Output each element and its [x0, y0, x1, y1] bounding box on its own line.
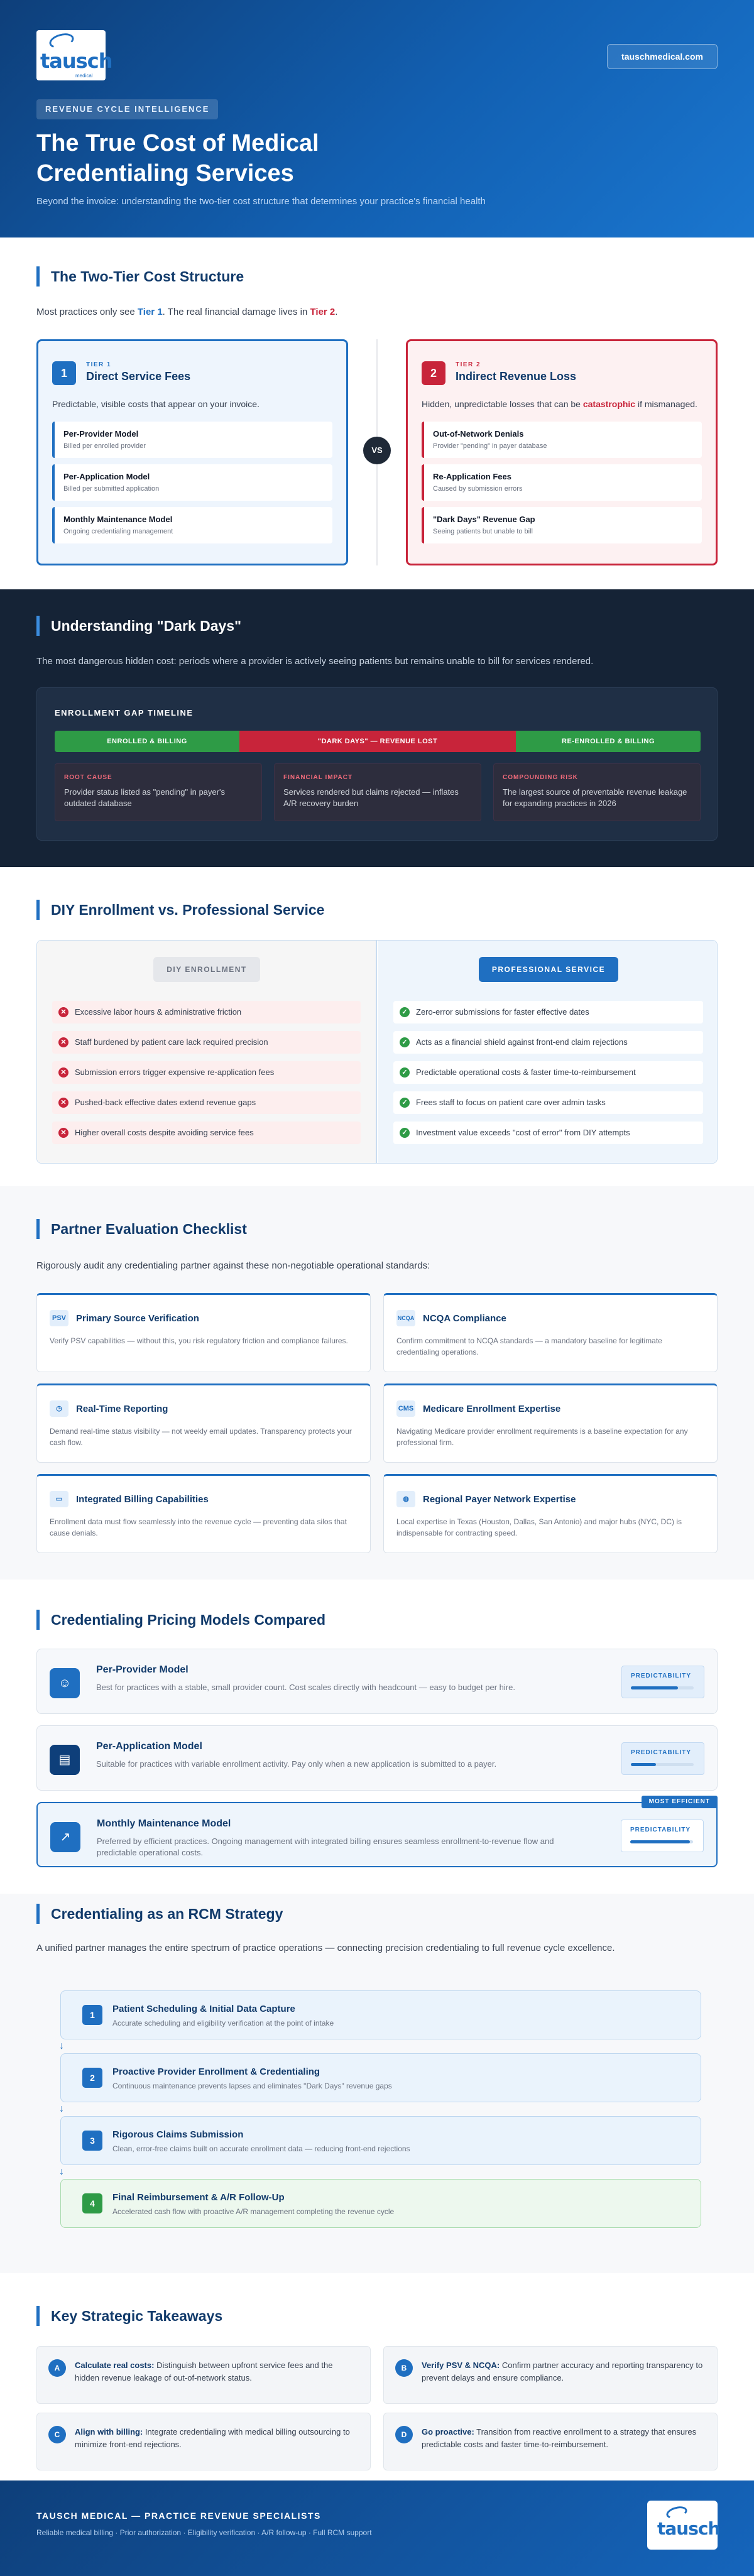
section-heading: Partner Evaluation Checklist — [36, 1219, 247, 1239]
list-item: ✕ Higher overall costs despite avoiding service fees — [52, 1122, 361, 1144]
comparison-panel — [36, 940, 718, 1164]
pro-column — [378, 941, 718, 1164]
list-item: ✕ Pushed-back effective dates extend revenue gaps — [52, 1091, 361, 1114]
partner-checklist-section — [0, 1186, 754, 1580]
section-heading: DIY Enrollment vs. Professional Service — [36, 900, 324, 920]
checklist-card-billing: ▭ Integrated Billing Capabilities Enrollment data must flow seamlessly into the revenue cycle — preventing data silos that cause denials. — [36, 1474, 371, 1553]
eyebrow-tag: REVENUE CYCLE INTELLIGENCE — [36, 99, 218, 119]
logo-swoosh-icon — [48, 31, 75, 51]
logo-subtext: medical — [75, 73, 93, 79]
check-icon: ✓ — [400, 1037, 410, 1047]
section-heading: Key Strategic Takeaways — [36, 2306, 222, 2326]
x-icon: ✕ — [58, 1098, 68, 1108]
pricing-model-card: ☺ Per-Provider Model Best for practices with a stable, small provider count. Cost scales directly with headcount — easy to budget per hire. PREDICTABILITY — [36, 1649, 718, 1714]
takeaways-section — [0, 2273, 754, 2480]
list-item: Per-Provider Model Billed per enrolled provider — [52, 422, 332, 458]
tier-label: TIER 1 — [86, 361, 112, 368]
timeline-panel — [36, 687, 718, 841]
check-icon: ✓ — [400, 1007, 410, 1017]
two-tier-section — [0, 237, 754, 589]
diy-vs-pro-section — [0, 867, 754, 1186]
footer-title: TAUSCH MEDICAL — PRACTICE REVENUE SPECIALISTS — [36, 2511, 321, 2521]
section-intro: Rigorously audit any credentialing partner against these non-negotiable operational standards: — [36, 1260, 430, 1271]
list-item: Out-of-Network Denials Provider "pending" in payer database — [422, 422, 702, 458]
timeline-segment-reenrolled: RE-ENROLLED & BILLING — [516, 731, 701, 752]
pricing-section — [0, 1580, 754, 1894]
list-item: ✕ Staff burdened by patient care lack required precision — [52, 1031, 361, 1054]
list-item: "Dark Days" Revenue Gap Seeing patients but unable to bill — [422, 507, 702, 543]
checklist-card-medicare: CMS Medicare Enrollment Expertise Navigating Medicare provider enrollment requirements is a baseline expectation for any professional firm. — [383, 1384, 718, 1463]
timeline-title: ENROLLMENT GAP TIMELINE — [55, 708, 194, 718]
tier-title: Direct Service Fees — [86, 370, 191, 383]
pricing-model-card-highlighted: MOST EFFICIENT ↗ Monthly Maintenance Model Preferred by efficient practices. Ongoing management with integrated billing ensures seamless enrollment-to-revenue flow and predictable operational costs. PREDICTABILITY — [36, 1802, 718, 1867]
footer-logo[interactable]: tausch — [647, 2501, 718, 2550]
timeline-segment-dark-days: "DARK DAYS" — REVENUE LOST — [239, 731, 516, 752]
x-icon: ✕ — [58, 1067, 68, 1078]
tier-label: TIER 2 — [456, 361, 481, 368]
rcm-strategy-section — [0, 1894, 754, 2273]
section-heading: Understanding "Dark Days" — [36, 616, 241, 636]
page-title: The True Cost of Medical Credentialing Services — [36, 130, 319, 187]
list-item: ✓ Acts as a financial shield against front-end claim rejections — [393, 1031, 703, 1054]
list-item: ✕ Excessive labor hours & administrative friction — [52, 1001, 361, 1023]
predictability-fill — [630, 1840, 690, 1843]
list-item: ✓ Zero-error submissions for faster effective dates — [393, 1001, 703, 1023]
section-heading: The Two-Tier Cost Structure — [36, 266, 244, 287]
pricing-model-card: ▤ Per-Application Model Suitable for practices with variable enrollment activity. Pay only when a new application is submitted to a payer. PREDICTABILITY — [36, 1725, 718, 1791]
globe-icon: ◍ — [396, 1491, 415, 1507]
tier-description: Predictable, visible costs that appear on your invoice. — [52, 399, 260, 409]
arrow-down-icon: ↓ — [59, 2104, 64, 2114]
section-intro: A unified partner manages the entire spectrum of practice operations — connecting precision credentialing to full revenue cycle excellence. — [36, 1943, 615, 1953]
rcm-step: 1 Patient Scheduling & Initial Data Capture Accurate scheduling and eligibility verification at the point of intake — [60, 1990, 701, 2039]
list-item: ✓ Frees staff to focus on patient care over admin tasks — [393, 1091, 703, 1114]
x-icon: ✕ — [58, 1007, 68, 1017]
tier-description: Hidden, unpredictable losses that can be catastrophic if mismanaged. — [422, 399, 697, 409]
root-cause-card: ROOT CAUSE Provider status listed as "pending" in payer's outdated database — [55, 763, 262, 821]
takeaway-card: C Align with billing: Integrate credentialing with medical billing outsourcing to minimize front-end rejections. — [36, 2413, 371, 2470]
list-item: ✕ Submission errors trigger expensive re-application fees — [52, 1061, 361, 1084]
list-item: Per-Application Model Billed per submitted application — [52, 464, 332, 501]
page-subtitle: Beyond the invoice: understanding the two-tier cost structure that determines your practice's financial health — [36, 196, 486, 207]
vs-badge: VS — [363, 437, 391, 464]
list-item: Re-Application Fees Caused by submission errors — [422, 464, 702, 501]
list-item: Monthly Maintenance Model Ongoing credentialing management — [52, 507, 332, 543]
tier2-card — [406, 339, 718, 565]
takeaway-card: D Go proactive: Transition from reactive enrollment to a strategy that ensures predictable costs and faster time-to-reimbursement. — [383, 2413, 718, 2470]
predictability-fill — [631, 1763, 656, 1766]
compounding-risk-card: COMPOUNDING RISK The largest source of preventable revenue leakage for expanding practices in 2026 — [493, 763, 701, 821]
checklist-card-psv: PSV Primary Source Verification Verify PSV capabilities — without this, you risk regulatory friction and compliance failures. — [36, 1293, 371, 1372]
tausch-logo[interactable] — [36, 30, 112, 80]
timeline-segment-enrolled: ENROLLED & BILLING — [55, 731, 239, 752]
predictability-meter: PREDICTABILITY — [621, 1820, 704, 1852]
diy-label: DIY ENROLLMENT — [153, 957, 260, 982]
pro-label: PROFESSIONAL SERVICE — [479, 957, 618, 982]
dark-days-section — [0, 589, 754, 867]
clock-icon: ◷ — [50, 1400, 68, 1417]
section-intro: Most practices only see Tier 1. The real financial damage lives in Tier 2. — [36, 307, 338, 317]
monitor-icon: ▭ — [50, 1491, 68, 1507]
website-button[interactable]: tauschmedical.com — [607, 44, 718, 69]
trend-icon: ↗ — [50, 1822, 80, 1852]
section-heading: Credentialing Pricing Models Compared — [36, 1610, 325, 1630]
cms-icon: CMS — [396, 1400, 415, 1417]
document-icon: ▤ — [50, 1745, 80, 1775]
tier1-card — [36, 339, 348, 565]
rcm-step: 3 Rigorous Claims Submission Clean, error-free claims built on accurate enrollment data — reducing front-end rejections — [60, 2116, 701, 2165]
predictability-meter: PREDICTABILITY — [621, 1742, 704, 1775]
x-icon: ✕ — [58, 1037, 68, 1047]
footer — [0, 2480, 754, 2576]
logo-wordmark: tausch — [40, 49, 112, 73]
financial-impact-card: FINANCIAL IMPACT Services rendered but claims rejected — inflates A/R recovery burden — [274, 763, 481, 821]
tier-number: 2 — [422, 361, 445, 385]
footer-services: Reliable medical billing · Prior authorization · Eligibility verification · A/R follow-up · Full RCM support — [36, 2528, 372, 2537]
checklist-card-reporting: ◷ Real-Time Reporting Demand real-time status visibility — not weekly email updates. Transparency protects your cash flow. — [36, 1384, 371, 1463]
arrow-down-icon: ↓ — [59, 2041, 64, 2051]
list-item: ✓ Predictable operational costs & faster time-to-reimbursement — [393, 1061, 703, 1084]
takeaway-card: A Calculate real costs: Distinguish between upfront service fees and the hidden revenue leakage of out-of-network status. — [36, 2346, 371, 2404]
rcm-step: 2 Proactive Provider Enrollment & Credentialing Continuous maintenance prevents lapses and eliminates "Dark Days" revenue gaps — [60, 2053, 701, 2102]
tier-number: 1 — [52, 361, 76, 385]
section-heading: Credentialing as an RCM Strategy — [36, 1904, 283, 1924]
ncqa-icon: NCQA — [396, 1310, 415, 1326]
tier-title: Indirect Revenue Loss — [456, 370, 577, 383]
rcm-step-final: 4 Final Reimbursement & A/R Follow-Up Accelerated cash flow with proactive A/R management completing the revenue cycle — [60, 2179, 701, 2228]
check-icon: ✓ — [400, 1067, 410, 1078]
list-item: ✓ Investment value exceeds "cost of error" from DIY attempts — [393, 1122, 703, 1144]
diy-column — [37, 941, 377, 1164]
check-icon: ✓ — [400, 1128, 410, 1138]
section-intro: The most dangerous hidden cost: periods where a provider is actively seeing patients but remains unable to bill for services rendered. — [36, 656, 594, 667]
takeaway-card: B Verify PSV & NCQA: Confirm partner accuracy and reporting transparency to prevent delays and ensure compliance. — [383, 2346, 718, 2404]
checklist-card-regional: ◍ Regional Payer Network Expertise Local expertise in Texas (Houston, Dallas, San Antonio) and major hubs (NYC, DC) is indispensable for contracting speed. — [383, 1474, 718, 1553]
predictability-meter: PREDICTABILITY — [621, 1666, 704, 1698]
hero-header — [0, 0, 754, 237]
arrow-down-icon: ↓ — [59, 2166, 64, 2177]
check-icon: ✓ — [400, 1098, 410, 1108]
checklist-card-ncqa: NCQA NCQA Compliance Confirm commitment to NCQA standards — a mandatory baseline for legitimate credentialing operations. — [383, 1293, 718, 1372]
most-efficient-badge: MOST EFFICIENT — [642, 1796, 718, 1808]
x-icon: ✕ — [58, 1128, 68, 1138]
psv-icon: PSV — [50, 1310, 68, 1326]
predictability-fill — [631, 1686, 678, 1689]
person-icon: ☺ — [50, 1668, 80, 1698]
